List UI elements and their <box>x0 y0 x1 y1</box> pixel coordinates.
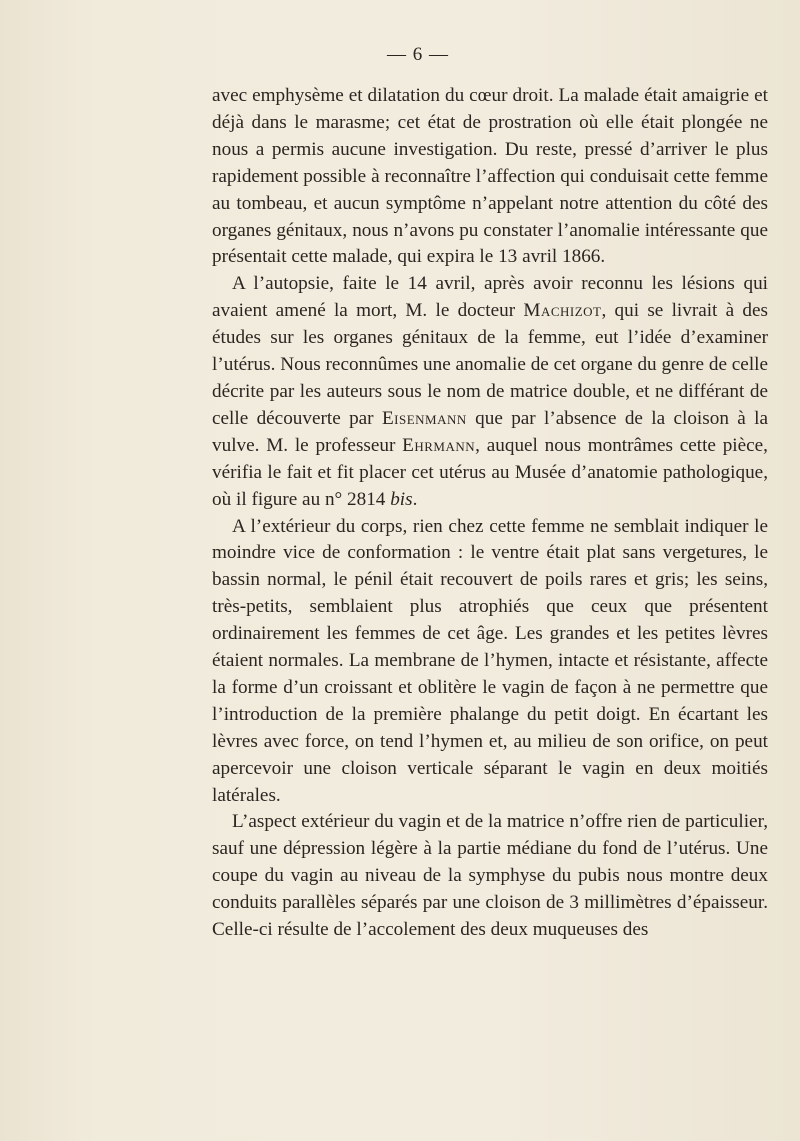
paragraph-2-text-e: . <box>412 488 418 510</box>
paragraph-1 <box>212 83 768 271</box>
page-number: — 6 — <box>387 44 449 65</box>
paragraph-2-text-b: , qui se livrait à des études sur les organes génitaux de la femme, eut l’idée d’examiner l’utérus. Nous reconnûmes une anomalie de cet organe du genre de celle décrite par les auteurs sous le nom de matrice double, et ne différant de celle découverte par <box>212 300 768 429</box>
author-name-machizot: Machizot <box>523 300 602 322</box>
paragraph-2-text-c: que par l’absence de la cloison à la vulve. M. le professeur <box>212 407 768 456</box>
author-name-ehrmann: Ehrmann <box>402 434 476 456</box>
paragraph-1-text: avec emphysème et dilatation du cœur droit. La malade était amaigrie et déjà dans le marasme; cet état de prostration où elle était plongée ne nous a permis aucune investigation. Du reste, pressé d’arriver le plus rapidement possible à reconnaître l’affection qui conduisait cette femme au tombeau, et aucun symptôme n’appelant notre attention du côté des organes génitaux, nous n’avons pu constater l’anomalie intéressante que présentait cette malade, qui expira le 13 avril 1866. <box>212 85 768 268</box>
body-text <box>212 83 768 944</box>
paragraph-2 <box>212 271 768 513</box>
paragraph-2-text-d: , auquel nous montrâmes cette pièce, vérifia le fait et fit placer cet utérus au Musée d’anatomie pathologique, où il figure au n° 2814 <box>212 434 768 510</box>
paragraph-2-text-a: A l’autopsie, faite le 14 avril, après avoir reconnu les lésions qui avaient amené la mort, M. le docteur <box>212 273 768 322</box>
paragraph-3-text: A l’extérieur du corps, rien chez cette femme ne semblait indiquer le moindre vice de conformation : le ventre était plat sans vergetures, le bassin normal, le pénil était recouvert de poils rares et gris; les seins, très-petits, semblaient plus atrophiés que ceux que présentent ordinairement les femmes de cet âge. Les grandes et les petites lèvres étaient normales. La membrane de l’hymen, intacte et résistante, affecte la forme d’un croissant et oblitère le vagin de façon à ne permettre que l’introduction de la première phalange du petit doigt. En écartant les lèvres avec force, on tend l’hymen et, au milieu de son orifice, on peut apercevoir une cloison verticale séparant le vagin en deux moitiés latérales. <box>212 515 768 806</box>
paragraph-3 <box>212 514 768 810</box>
paragraph-4-text: L’aspect extérieur du vagin et de la matrice n’offre rien de particulier, sauf une dépression légère à la partie médiane du fond de l’utérus. Une coupe du vagin au niveau de la symphyse du pubis nous montre deux conduits parallèles séparés par une cloison de 3 millimètres d’épaisseur. Celle-ci résulte de l’accolement des deux muqueuses des <box>212 811 768 941</box>
catalog-suffix: bis <box>390 488 413 510</box>
author-name-eisenmann: Eisenmann <box>381 407 467 429</box>
paragraph-4 <box>212 809 768 944</box>
